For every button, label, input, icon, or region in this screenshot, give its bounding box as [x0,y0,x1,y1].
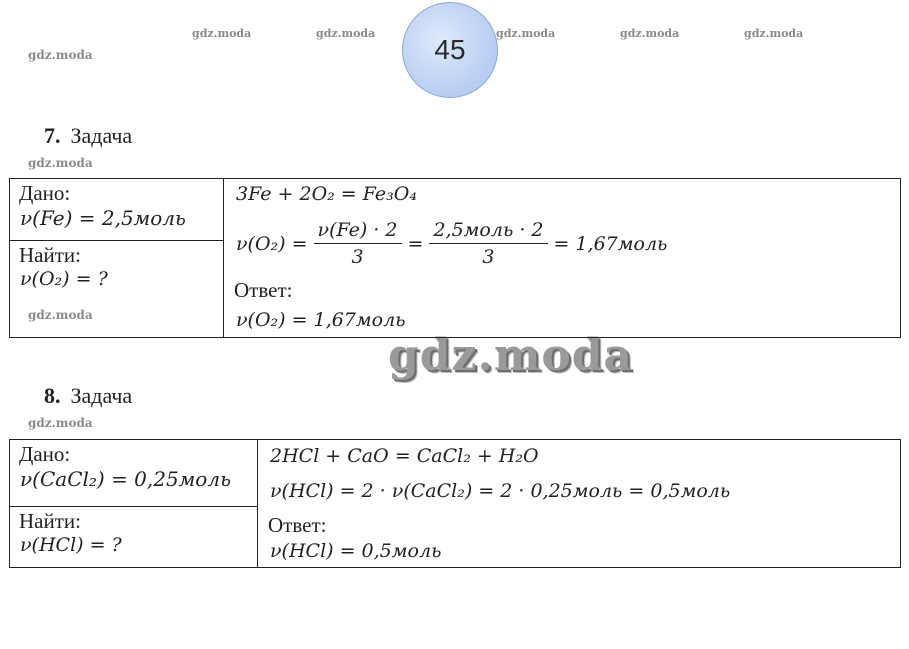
task7-calc-lhs: ν(O₂) = [236,232,308,255]
task8-solution-cell [258,440,901,568]
task7-frac1-den: 3 [351,246,364,268]
watermark: gdz.moda [620,27,680,40]
page-number: 45 [434,34,466,65]
task7-calc-eq: = [407,232,424,255]
task7-given-label: Дано: [19,181,71,205]
task7-calc-result: = 1,67моль [553,232,668,255]
task8-heading [44,383,132,409]
watermark: gdz.moda [28,308,93,322]
task7-fraction-1 [314,219,402,268]
watermark: gdz.moda [496,27,556,40]
task8-table [9,439,901,568]
task7-table [9,178,901,338]
task7-find-value: ν(O₂) = ? [20,268,108,291]
task8-given-label: Дано: [19,442,71,466]
watermark: gdz.moda [192,27,252,40]
watermark-large: gdz.moda [388,330,634,381]
task8-answer-label: Ответ: [268,513,327,537]
page-number-badge [402,2,498,98]
task7-given-value: ν(Fe) = 2,5моль [20,206,186,230]
task7-frac1-num: ν(Fe) · 2 [314,219,402,244]
task8-answer-value: ν(HCl) = 0,5моль [270,540,442,562]
task8-calculation: ν(HCl) = 2 · ν(CaCl₂) = 2 · 0,25моль = 0,5моль [270,480,731,502]
task7-find-cell [10,241,224,338]
task8-find-label: Найти: [19,509,81,533]
task8-find-cell [10,507,258,568]
task7-title: Задача [70,123,133,148]
task8-given-value: ν(CaCl₂) = 0,25моль [20,467,231,491]
task7-answer-label: Ответ: [234,278,293,302]
task7-answer-value: ν(O₂) = 1,67моль [236,309,406,331]
task8-given-cell [10,440,258,507]
watermark: gdz.moda [744,27,804,40]
watermark: gdz.moda [28,416,93,430]
task7-frac2-num: 2,5моль · 2 [429,219,547,244]
watermark: gdz.moda [28,156,93,170]
task7-number: 7. [44,123,61,148]
task7-given-cell [10,179,224,241]
task7-reaction: 3Fe + 2O₂ = Fe₃O₄ [236,183,417,205]
task8-number: 8. [44,383,61,408]
task7-heading [44,123,132,149]
task7-fraction-2 [429,219,547,268]
task8-reaction: 2HCl + CaO = CaCl₂ + H₂O [270,445,539,467]
task7-calculation [226,219,667,268]
task8-find-value: ν(HCl) = ? [20,534,122,556]
task7-find-label: Найти: [19,243,81,268]
task7-frac2-den: 3 [482,246,495,268]
task8-title: Задача [70,383,133,408]
task7-solution-cell [224,179,901,338]
watermark: gdz.moda [316,27,376,40]
watermark: gdz.moda [28,48,93,62]
